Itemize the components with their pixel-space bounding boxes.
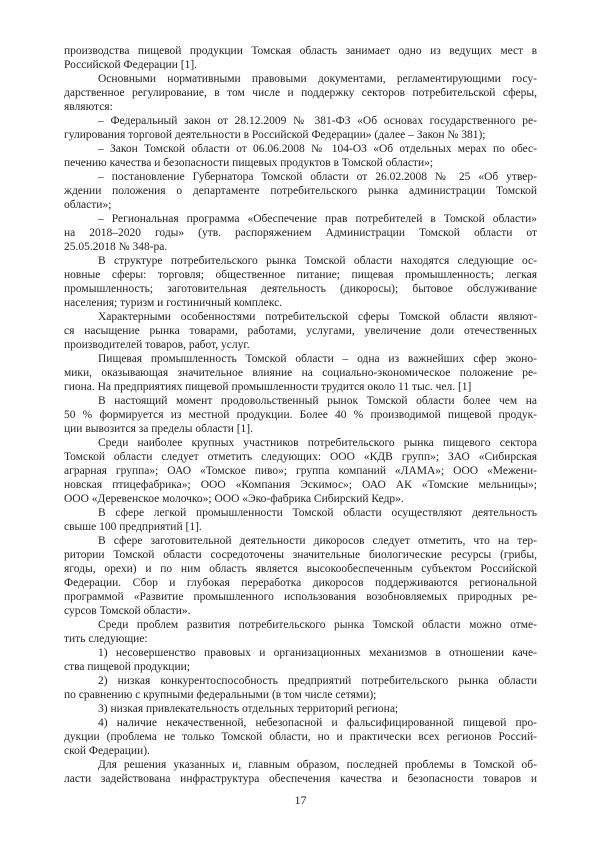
paragraph — [64, 352, 537, 394]
text-line: Среди наиболее крупных участников потребительского рынка пищевого сектора — [98, 437, 537, 449]
paragraph — [64, 646, 537, 674]
text-line: ягоды, орехи) и по ним область является высокообеспеченным субъектом Российской — [64, 563, 537, 575]
text-line: – Закон Томской области от 06.06.2008 № 104-ОЗ «Об отдельных мерах по обес- — [98, 143, 537, 155]
text-line: по сравнению с крупными федеральными (в том числе сетями); — [64, 689, 377, 701]
text-line: программой «Развитие промышленного использования возобновляемых природных ре- — [64, 591, 537, 603]
text-line: Среди проблем развития потребительского рынка Томской области можно отме- — [98, 619, 537, 631]
text-line: 50 % формируется из местной продукции. Более 40 % производимой пищевой продук- — [64, 409, 537, 421]
text-line: 1) несовершенство правовых и организационных механизмов в отношении каче- — [98, 647, 537, 659]
text-line: печению качества и безопасности пищевых продуктов в Томской области»; — [64, 157, 434, 169]
paragraph — [64, 716, 537, 758]
text-line: являются: — [64, 101, 113, 113]
text-line: – Региональная программа «Обеспечение прав потребителей в Томской области» — [98, 213, 537, 225]
text-line: – постановление Губернатора Томской области от 26.02.2008 № 25 «Об утвер- — [98, 171, 537, 183]
text-line: – Федеральный закон от 28.12.2009 № 381-ФЗ «Об основах государственного ре- — [98, 115, 537, 127]
text-line: В настоящий момент продовольственный рынок Томской области более чем на — [98, 395, 537, 407]
text-line: ской Федерации). — [64, 745, 150, 757]
text-line: мики, оказывающая значительное влияние на социально-экономическое положение ре- — [64, 367, 537, 379]
paragraph — [64, 506, 537, 534]
text-line: Основными нормативными правовыми документами, регламентирующими госу- — [98, 73, 537, 85]
paragraph — [64, 142, 537, 170]
text-line: новные сферы: торговля; общественное питание; пищевая промышленность; легкая — [64, 269, 537, 281]
text-line: Характерными особенностями потребительской сферы Томской области являют- — [98, 311, 537, 323]
paragraph — [64, 44, 537, 72]
text-line: Томской области следует отметить следующих: ООО «КДВ групп»; ЗАО «Сибирская — [64, 451, 537, 463]
text-line: ждении положения о департаменте потребительского рынка администрации Томской — [64, 185, 537, 197]
paragraph — [64, 534, 537, 618]
paragraph — [64, 618, 537, 646]
text-line: гиона. На предприятиях пищевой промышленности трудится около 11 тыс. чел. [1] — [64, 381, 472, 393]
text-line: населения; туризм и гостиничный комплекс. — [64, 297, 283, 309]
text-line: аграрная группа»; ОАО «Томское пиво»; группа компаний «ЛАМА»; ООО «Межени- — [64, 465, 537, 477]
text-line: ласти задействована инфраструктура обеспечения качества и безопасности товаров и — [64, 773, 537, 785]
text-line: В структуре потребительского рынка Томской области находятся следующие ос- — [98, 255, 537, 267]
text-line: новская птицефабрика»; ООО «Компания Эскимос»; ОАО АК «Томские мельницы»; — [64, 479, 537, 491]
paragraph — [64, 72, 537, 114]
paragraph — [64, 170, 537, 212]
document-body — [64, 44, 537, 786]
text-line: производства пищевой продукции Томская область занимает одно из ведущих мест в — [64, 45, 537, 57]
text-line: Пищевая промышленность Томской области – одна из важнейших сфер эконо- — [98, 353, 537, 365]
text-line: гулирования торговой деятельности в Российской Федерации» (далее – Закон № 381); — [64, 129, 486, 141]
text-line: на 2018–2020 годы» (утв. распоряжением Администрации Томской области от — [64, 227, 537, 239]
paragraph — [64, 114, 537, 142]
paragraph — [64, 212, 537, 254]
paragraph — [64, 254, 537, 310]
text-line: промышленность; заготовительная деятельность (дикоросы); бытовое обслуживание — [64, 283, 537, 295]
text-line: 25.05.2018 № 348-ра. — [64, 241, 168, 253]
page-number: 17 — [294, 793, 307, 807]
text-line: свыше 100 предприятий [1]. — [64, 521, 202, 533]
text-line: ства пищевой продукции; — [64, 661, 190, 673]
paragraph — [64, 702, 537, 716]
text-line: дукции (проблема не только Томской области, но и практически всех регионов Россий- — [64, 731, 537, 743]
text-line: В сфере заготовительной деятельности дикоросов следует отметить, что на тер- — [98, 535, 537, 547]
text-line: ООО «Деревенское молочко»; ООО «Эко-фабрика Сибирский Кедр». — [64, 493, 404, 505]
text-line: дарственное регулирование, в том числе и поддержку секторов потребительской сферы, — [64, 87, 537, 99]
text-line: В сфере легкой промышленности Томской области осуществляют деятельность — [98, 507, 537, 519]
text-line: Федерации. Сбор и глубокая переработка дикоросов поддерживаются региональной — [64, 577, 537, 589]
text-line: Российской Федерации [1]. — [64, 59, 198, 71]
text-line: производителей товаров, работ, услуг. — [64, 339, 250, 351]
paragraph — [64, 394, 537, 436]
text-line: тить следующие: — [64, 633, 148, 645]
text-line: ритории Томской области сосредоточены значительные биологические ресурсы (грибы, — [64, 549, 537, 561]
text-line: Для решения указанных и, главным образом, последней проблемы в Томской об- — [98, 759, 537, 771]
paragraph — [64, 310, 537, 352]
text-line: 4) наличие некачественной, небезопасной и фальсифицированной пищевой про- — [98, 717, 537, 729]
paragraph — [64, 758, 537, 786]
text-line: ции вывозится за пределы области [1]. — [64, 423, 254, 435]
text-line: 3) низкая привлекательность отдельных территорий региона; — [98, 703, 399, 715]
text-line: области»; — [64, 199, 112, 211]
text-line: сурсов Томской области». — [64, 605, 191, 617]
text-line: ся насыщение рынка товарами, работами, услугами, увеличение доли отечественных — [64, 325, 537, 337]
text-line: 2) низкая конкурентоспособность предприятий потребительского рынка области — [98, 675, 537, 687]
paragraph — [64, 674, 537, 702]
paragraph — [64, 436, 537, 506]
